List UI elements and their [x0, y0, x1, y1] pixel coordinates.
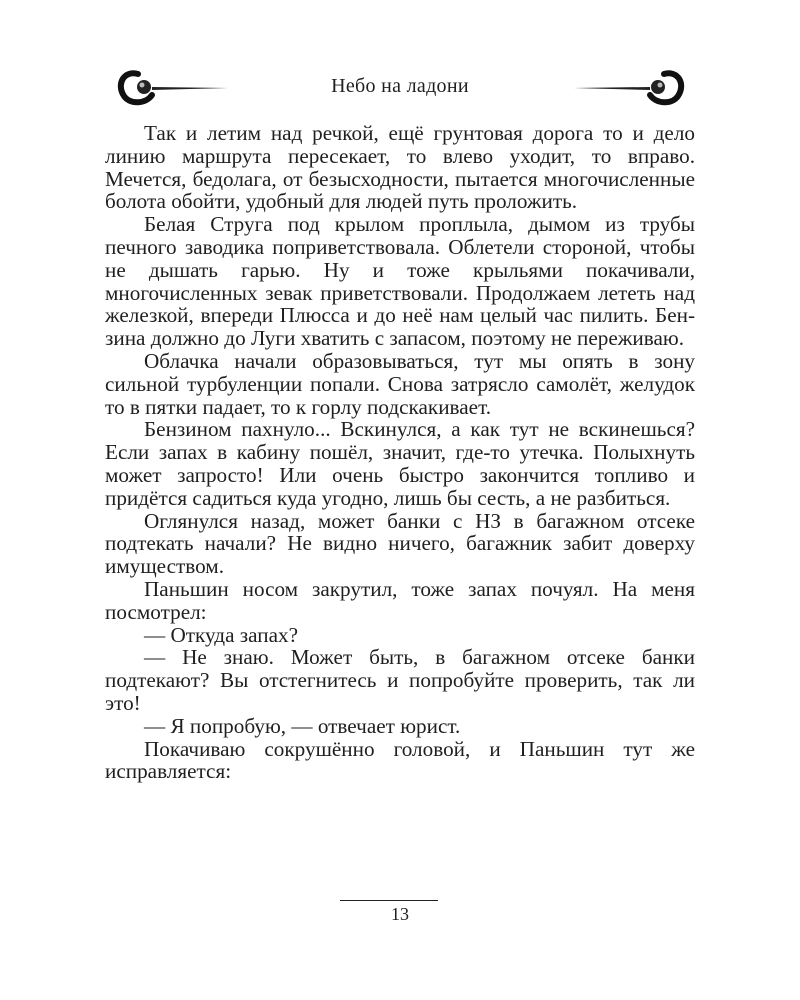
footer-divider: [340, 900, 438, 901]
paragraph: Белая Струга под крылом проплыла, дымом из трубы печного заводика поприветствовала. Облетели стороной, чтобы не дышать гарью. Ну и тоже крыльями покачивали, многочисленных зевак приветствовали. Продолжаем лететь над железкой, впереди Плюсса и до неё нам целый час пилить. Бензина должно до Луги хватить с запасом, поэтому не переживаю.: [105, 212, 695, 351]
paragraph: Облачка начали образовываться, тут мы опять в зону сильной турбуленции попали. Снова затрясло самолёт, желудок то в пятки падает, то к горлу подскакивает.: [105, 348, 695, 419]
body-text: [105, 122, 695, 783]
dialogue-line: — Откуда запах?: [144, 622, 299, 647]
running-title: Небо на ладони: [331, 75, 469, 97]
dialogue-line: — Я попробую, — отвечает юрист.: [144, 713, 461, 738]
right-ornament-icon: [484, 62, 694, 110]
paragraph: Так и летим над речкой, ещё грунтовая дорога то и дело линию маршрута пересекает, то влево уходит, то вправо. Мечется, бедолага, от безысходности, пытается многочисленные болота обойти, удобный для людей путь проложить.: [105, 121, 695, 214]
paragraph: Бензином пахнуло... Вскинулся, а как тут не вскинешься? Если запах в кабину пошёл, значит, где-то утечка. Полыхнуть может запросто! Или очень быстро закончится топливо и придётся садиться куда угодно, лишь бы сесть, а не разбиться.: [105, 417, 695, 510]
paragraph: Оглянулся назад, может банки с НЗ в багажном отсеке подтекать начали? Не видно ничего, багажник забит доверху имуществом.: [105, 508, 695, 579]
paragraph: Покачиваю сокрушённо головой, и Паньшин тут же исправляется:: [105, 736, 695, 784]
page-header: [0, 62, 800, 112]
dialogue-line: — Не знаю. Может быть, в багажном отсеке банки подтекают? Вы отстегнитесь и попробуйте проверить, так ли это!: [105, 645, 695, 715]
page-number: 13: [391, 904, 409, 924]
paragraph: Паньшин носом закрутил, тоже запах почуял. На меня посмотрел:: [105, 576, 695, 624]
